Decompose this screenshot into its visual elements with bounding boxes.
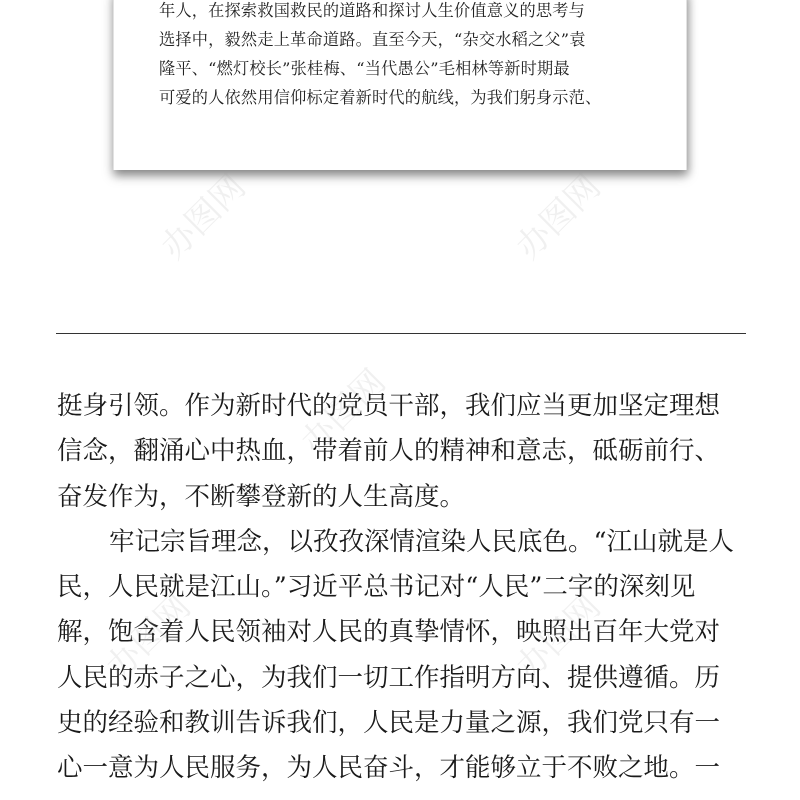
excerpt-line: 年人，在探索救国救民的道路和探讨人生价值意义的思考与 (159, 1, 586, 20)
watermark: 办图网 (153, 166, 254, 268)
watermark: 办图网 (508, 166, 609, 268)
watermark: 办图网 (508, 586, 609, 688)
previous-page-excerpt (113, 0, 687, 170)
body-line: 挺身引领。作为新时代的党员干部，我们应当更加坚定理想 (57, 391, 721, 421)
excerpt-line: 选择中，毅然走上革命道路。直至今天，“杂交水稻之父”袁 (159, 30, 586, 49)
body-line: 牢记宗旨理念，以孜孜深情渲染人民底色。“江山就是人 (109, 526, 735, 557)
body-line: 奋发作为，不断攀登新的人生高度。 (57, 481, 466, 512)
body-line: 解，饱含着人民领袖对人民的真挚情怀，映照出百年大党对 (57, 617, 721, 648)
body-line: 心一意为人民服务，为人民奋斗，才能够立于不败之地。一 (57, 753, 721, 784)
watermark: 办图网 (293, 361, 394, 463)
watermark: 办图网 (98, 586, 199, 688)
excerpt-line: 隆平、“燃灯校长”张桂梅、“当代愚公”毛相林等新时期最 (159, 59, 570, 78)
body-paragraphs (57, 384, 757, 792)
body-line: 民，人民就是江山。”习近平总书记对“人民”二字的深刻见 (57, 572, 696, 603)
body-line: 信念，翻涌心中热血，带着前人的精神和意志，砥砺前行、 (57, 436, 721, 467)
excerpt-line: 可爱的人依然用信仰标定着新时代的航线，为我们躬身示范、 (159, 88, 602, 107)
body-line: 史的经验和教训告诉我们，人民是力量之源，我们党只有一 (57, 708, 721, 739)
body-line: 人民的赤子之心，为我们一切工作指明方向、提供遵循。历 (57, 662, 721, 693)
page-divider (56, 333, 746, 334)
excerpt-paragraph (159, 0, 659, 112)
